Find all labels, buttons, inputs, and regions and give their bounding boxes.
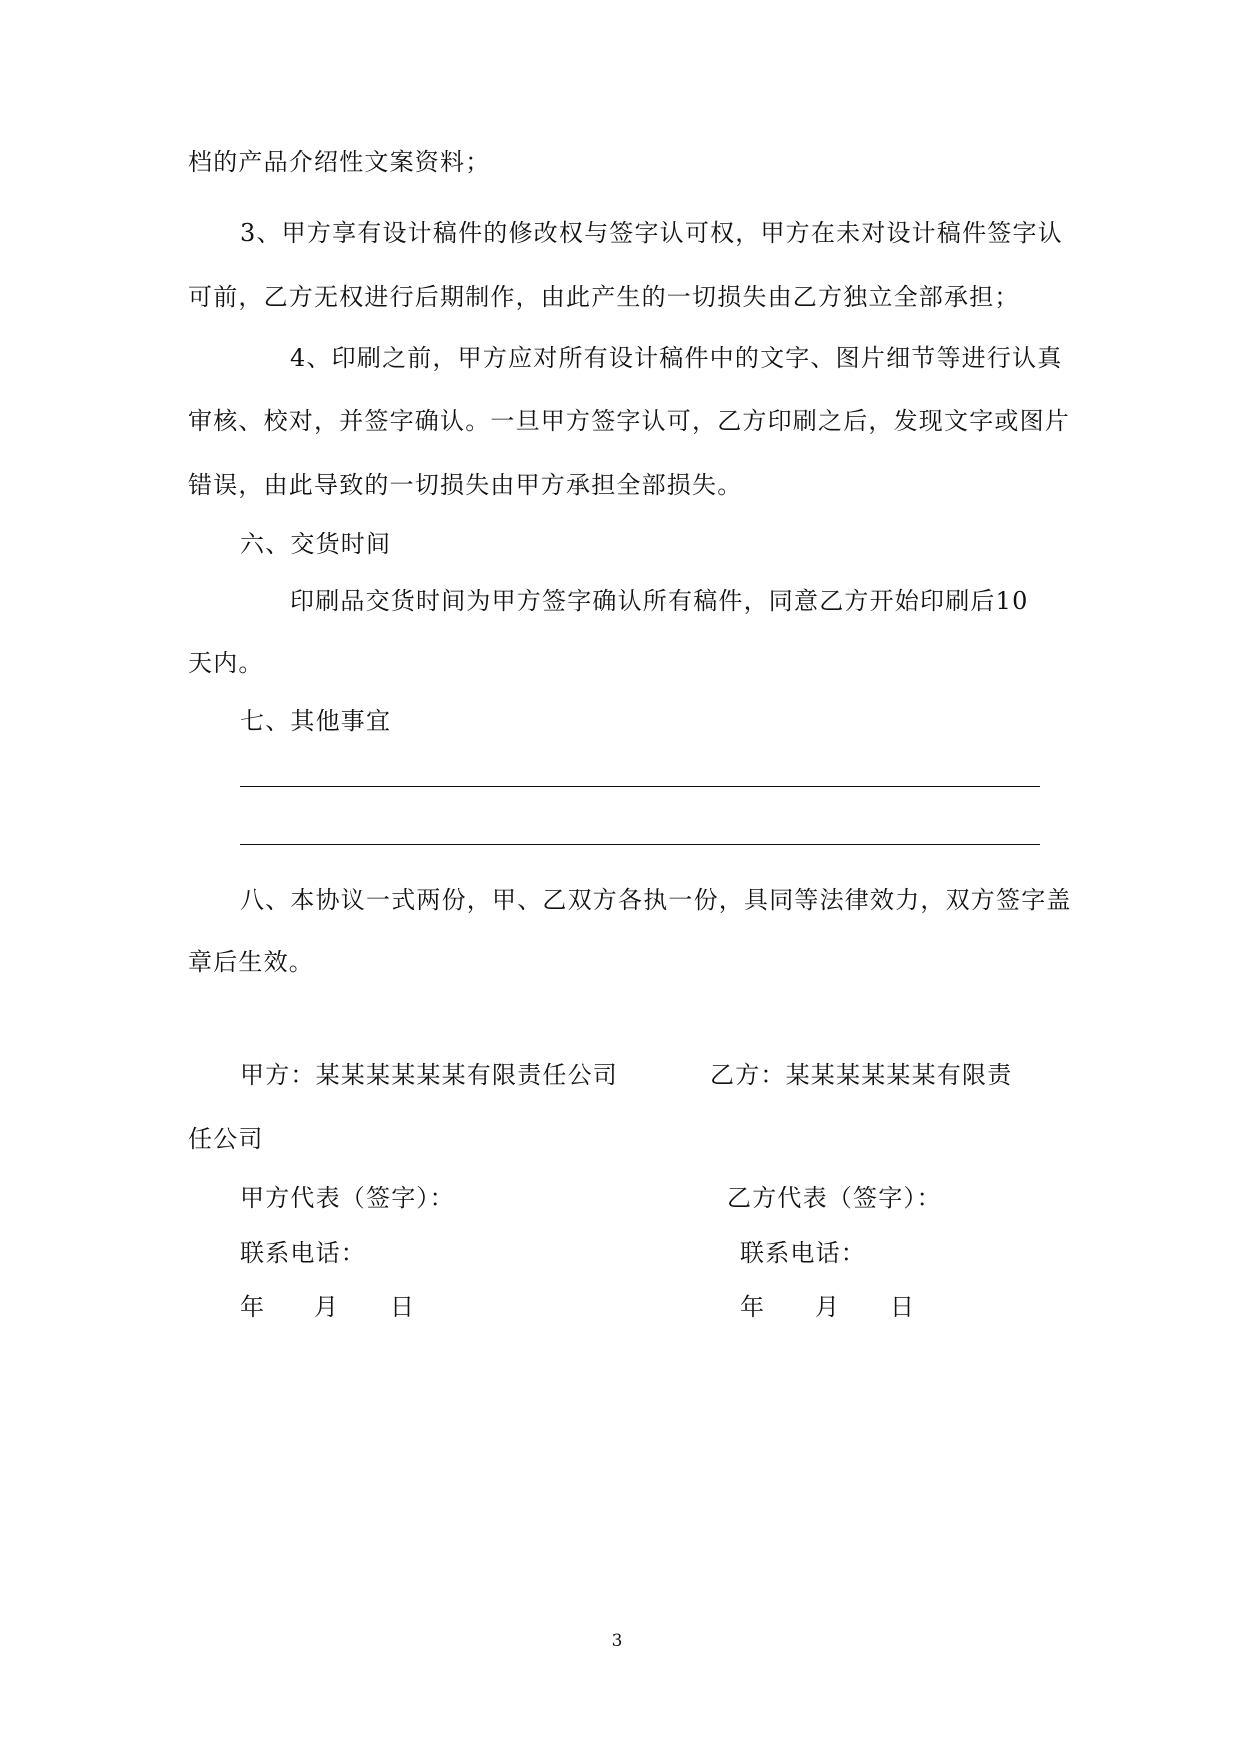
paragraph-line: 天内。 [188,649,264,677]
paragraph-line: 3、甲方享有设计稿件的修改权与签字认可权，甲方在未对设计稿件签字认 [240,219,1063,247]
party-a-representative: 甲方代表（签字）： [240,1184,455,1212]
blank-fill-line [240,786,1040,787]
section-heading: 七、其他事宜 [240,707,392,735]
party-b-name: 乙方：某某某某某某有限责 [710,1061,1013,1089]
paragraph-line: 章后生效。 [188,948,314,976]
blank-fill-line [240,844,1040,845]
party-b-representative: 乙方代表（签字）： [727,1184,942,1212]
party-a-date-month: 月 [314,1293,340,1321]
party-b-date-month: 月 [815,1293,841,1321]
party-b-date-day: 日 [890,1293,916,1321]
party-a-date-year: 年 [240,1293,266,1321]
party-b-name-continued: 任公司 [188,1125,264,1153]
paragraph-line: 可前，乙方无权进行后期制作，由此产生的一切损失由乙方独立全部承担； [188,283,1020,311]
section-heading: 六、交货时间 [240,530,392,558]
party-b-date-year: 年 [740,1293,766,1321]
party-a-name: 甲方：某某某某某某有限责任公司 [240,1061,618,1089]
party-a-phone: 联系电话： [240,1239,366,1267]
paragraph-line: 4、印刷之前，甲方应对所有设计稿件中的文字、图片细节等进行认真 [290,344,1063,372]
paragraph-line: 印刷品交货时间为甲方签字确认所有稿件，同意乙方开始印刷后10 [290,587,1029,615]
paragraph-line: 档的产品介绍性文案资料； [188,148,491,176]
page-number: 3 [611,1631,623,1651]
party-b-phone: 联系电话： [740,1239,866,1267]
paragraph-line: 错误，由此导致的一切损失由甲方承担全部损失。 [188,471,743,499]
party-a-date-day: 日 [390,1293,416,1321]
paragraph-line: 审核、校对，并签字确认。一旦甲方签字认可，乙方印刷之后，发现文字或图片 [188,407,1070,435]
paragraph-line: 八、本协议一式两份，甲、乙双方各执一份，具同等法律效力，双方签字盖 [240,886,1072,914]
